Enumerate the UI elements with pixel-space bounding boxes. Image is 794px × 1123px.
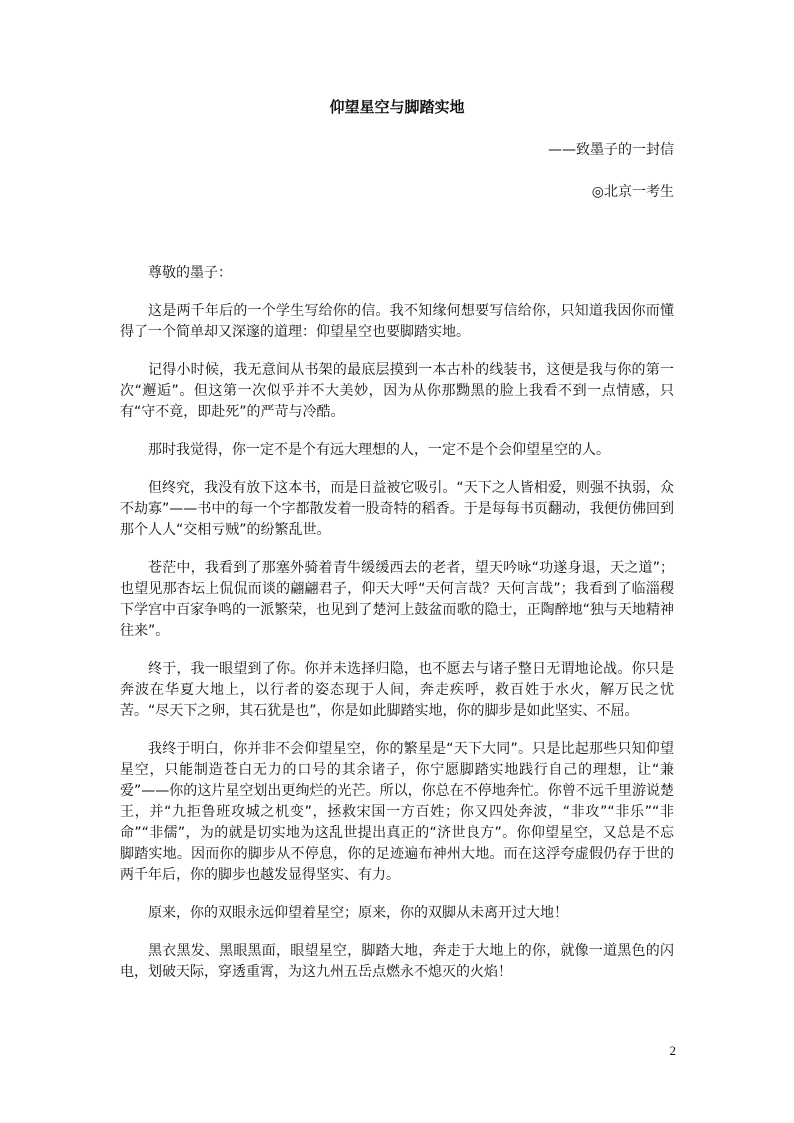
essay-subtitle: ——致墨子的一封信 — [548, 142, 674, 158]
essay-body — [120, 263, 674, 1000]
paragraph: 终于，我一眼望到了你。你并未选择归隐，也不愿去与诸子整日无谓地论战。你只是奔波在华夏大地上，以行者的姿态现于人间，奔走疾呼，救百姓于水火，解万民之忧苦。“尽天下之卵，其石犹是也”，你是如此脚踏实地，你的脚步是如此坚实、不屈。 — [120, 661, 674, 719]
essay-author: ◎北京一考生 — [591, 184, 674, 200]
paragraph: 记得小时候，我无意间从书架的最底层摸到一本古朴的线装书，这便是我与你的第一次“邂逅”。但这第一次似乎并不大美妙，因为从你那黝黑的脸上我看不到一点情感，只有“守不竟，即赴死”的严苛与冷酷。 — [120, 362, 674, 420]
paragraph: 苍茫中，我看到了那塞外骑着青牛缓缓西去的老者，望天吟咏“功遂身退，天之道”；也望见那杏坛上侃侃而谈的翩翩君子，仰天大呼“天何言哉？天何言哉”；我看到了临淄稷下学宫中百家争鸣的一派繁荣，也见到了楚河上鼓盆而歌的隐士，正陶醉地“独与天地精神往来”。 — [120, 560, 674, 639]
paragraph: 黑衣黑发、黑眼黑面，眼望星空，脚踏大地，奔走于大地上的你，就像一道黑色的闪电，划破天际，穿透重霄，为这九州五岳点燃永不熄灭的火焰！ — [120, 943, 674, 980]
paragraph: 原来，你的双眼永远仰望着星空；原来，你的双脚从未离开过大地！ — [148, 905, 568, 921]
salutation: 尊敬的墨子： — [148, 265, 232, 281]
page-number: 2 — [669, 1043, 676, 1058]
paragraph: 那时我觉得，你一定不是个有远大理想的人，一定不是个会仰望星空的人。 — [148, 442, 610, 458]
paragraph: 我终于明白，你并非不会仰望星空，你的繁星是“天下大同”。只是比起那些只知仰望星空，只能制造苍白无力的口号的其余诸子，你宁愿脚踏实地践行自己的理想，让“兼爱”——你的这片星空划出更绚烂的光芒。所以，你总在不停地奔忙。你曾不远千里游说楚王，并“九拒鲁班攻城之机变”，拯救宋国一方百姓；你又四处奔波，“非攻”“非乐”“非命”“非儒”，为的就是切实地为这乱世提出真正的“济世良方”。你仰望星空，又总是不忘脚踏实地。因而你的脚步从不停息，你的足迹遍布神州大地。而在这浮夸虚假仍存于世的两千年后，你的脚步也越发显得坚实、有力。 — [120, 741, 674, 883]
essay-title: 仰望星空与脚踏实地 — [329, 98, 465, 116]
paragraph: 这是两千年后的一个学生写给你的信。我不知缘何想要写信给你，只知道我因你而懂得了一个简单却又深邃的道理：仰望星空也要脚踏实地。 — [120, 303, 674, 340]
paragraph: 但终究，我没有放下这本书，而是日益被它吸引。“天下之人皆相爱，则强不执弱，众不劫寡”——书中的每一个字都散发着一股奇特的稻香。于是每每书页翻动，我便仿佛回到那个人人“交相亏贼”的纷繁乱世。 — [120, 480, 674, 538]
